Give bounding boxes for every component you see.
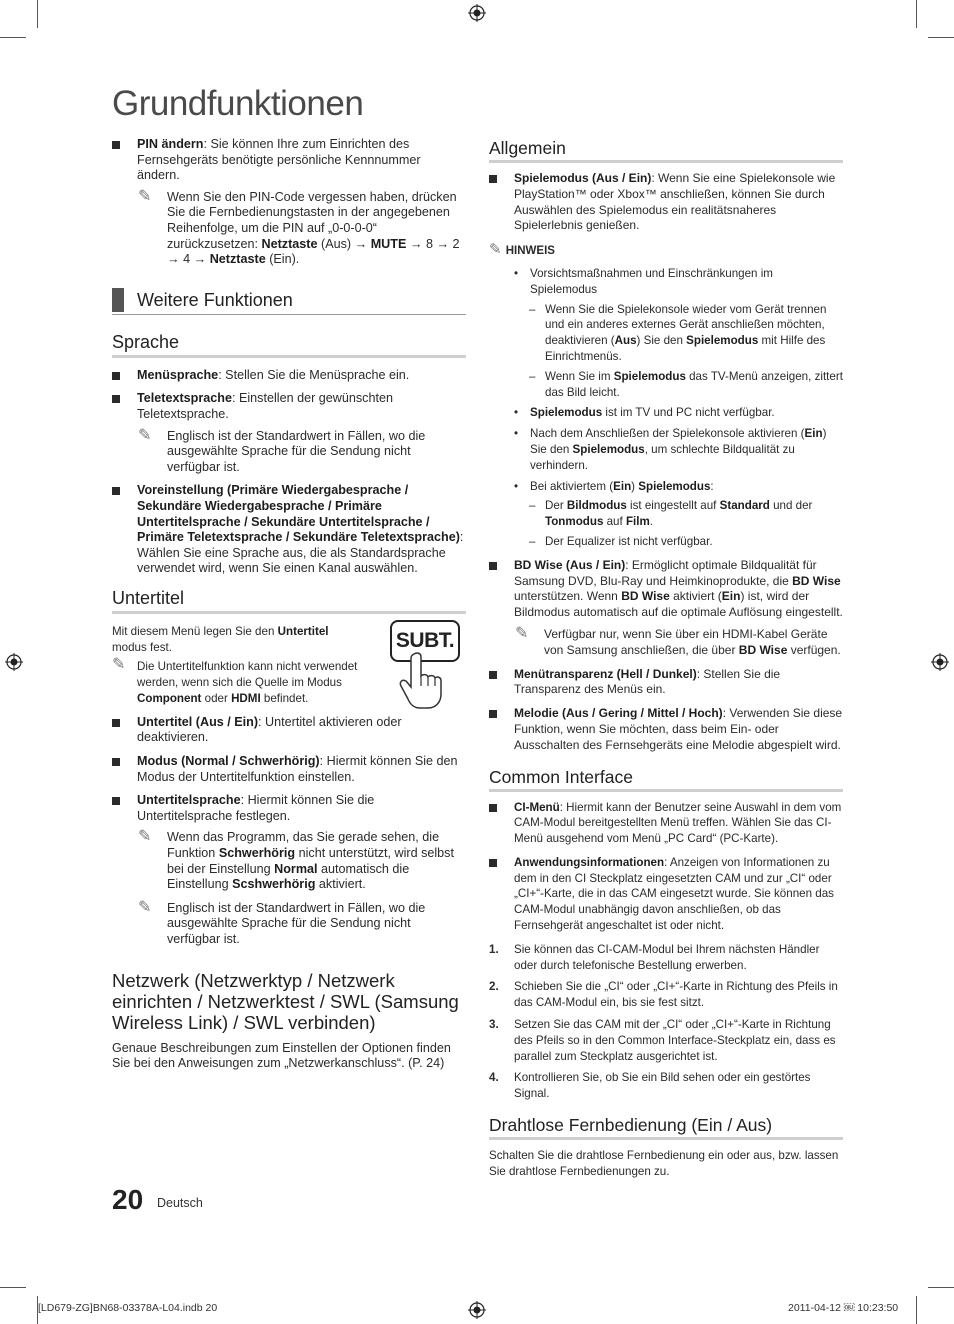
crop-mark bbox=[37, 0, 38, 28]
square-bullet-icon bbox=[489, 671, 497, 679]
hinweis-bullet: • Vorsichtsmaßnahmen und Einschränkungen im Spielemodus bbox=[514, 266, 773, 296]
hinweis-bullet: • Spielemodus ist im TV und PC nicht verfügbar. bbox=[514, 406, 775, 420]
right-column bbox=[489, 137, 843, 1188]
note-pencil-icon: ✎ bbox=[489, 241, 506, 259]
registration-mark-icon bbox=[468, 4, 486, 22]
hinweis-label: ✎ HINWEIS bbox=[489, 241, 555, 259]
print-timestamp: 2011-04-12 ￼ 10:23:50 bbox=[788, 1302, 899, 1314]
crop-mark bbox=[916, 0, 917, 28]
list-item-untertitelsprache: Untertitelsprache: Hiermit können Sie die Untertitelsprache festlegen. bbox=[112, 793, 466, 824]
list-item-melodie: Melodie (Aus / Gering / Mittel / Hoch): Verwenden Sie diese Funktion, wenn Sie möchten, dass beim Ein- oder Ausschalten des Fernsehgeräts eine Melodie abgespielt wird. bbox=[489, 706, 843, 753]
square-bullet-icon bbox=[112, 141, 120, 149]
hinweis-bullet: • Bei aktiviertem (Ein) Spielemodus: bbox=[514, 479, 714, 493]
heading-allgemein: Allgemein bbox=[489, 137, 843, 163]
note-pencil-icon: ✎ bbox=[112, 656, 126, 674]
square-bullet-icon bbox=[112, 719, 120, 727]
drahtlos-text: Schalten Sie die drahtlose Fernbedienung ein oder aus, bzw. lassen Sie drahtlose Fernbedienungen zu. bbox=[489, 1149, 839, 1178]
list-item-menuesprache: Menüsprache: Stellen Sie die Menüsprache ein. bbox=[112, 368, 466, 384]
list-item-ci-menue: CI-Menü: Hiermit kann der Benutzer seine Auswahl in dem vom CAM-Modul bereitgestellten Menü treffen. Wählen Sie das CI-Menü ausgehend vom Menü „PC Card“ (PC-Karte). bbox=[489, 800, 843, 847]
heading-drahtlose-fernbedienung: Drahtlose Fernbedienung (Ein / Aus) bbox=[489, 1114, 843, 1140]
square-bullet-icon bbox=[489, 175, 497, 183]
list-item-modus: Modus (Normal / Schwerhörig): Hiermit können Sie den Modus der Untertitelfunktion einstellen. bbox=[112, 754, 466, 785]
page-title: Grundfunktionen bbox=[112, 84, 364, 123]
hinweis-dash-item: – Wenn Sie die Spielekonsole wieder vom Gerät trennen und ein anderes externes Gerät anschließen möchten, deaktivieren (Aus) Sie den Spielemodus mit Hilfe des Einrichtmenüs. bbox=[529, 302, 827, 363]
note-untertitel: ✎ Die Untertitelfunktion kann nicht verwendet werden, wenn sich die Quelle im Modus Component oder HDMI befindet. bbox=[112, 656, 358, 706]
list-item-teletextsprache: Teletextsprache: Einstellen der gewünschten Teletextsprache. bbox=[112, 391, 466, 422]
hinweis-dash-item: – Wenn Sie im Spielemodus das TV-Menü anzeigen, zittert das Bild leicht. bbox=[529, 369, 843, 399]
registration-mark-icon bbox=[5, 653, 23, 671]
netzwerk-text: Genaue Beschreibungen zum Einstellen der Optionen finden Sie bei den Anweisungen zum „Netzwerkanschluss“. (P. 24) bbox=[112, 1040, 451, 1071]
hinweis-dash-item: – Der Equalizer ist nicht verfügbar. bbox=[529, 534, 713, 548]
square-bullet-icon bbox=[112, 487, 120, 495]
note-schwerhoerig: ✎ Wenn das Programm, das Sie gerade sehen, die Funktion Schwerhörig nicht unterstützt, wird selbst bei der Einstellung Normal automatisch die Einstellung Scshwerhörig aktiviert. bbox=[138, 828, 454, 892]
registration-mark-icon bbox=[931, 653, 949, 671]
note-pin: ✎ Wenn Sie den PIN-Code vergessen haben, drücken Sie die Fernbedienungstasten in der angegebenen Reihenfolge, um die PIN auf „0-0-0-0“ zurückzusetzen: Netztaste (Aus) → MUTE → 8 → 2 → 4 → Netztaste (Ein). bbox=[138, 187, 460, 267]
hinweis-list bbox=[489, 266, 843, 550]
step-4: 4. Kontrollieren Sie, ob Sie ein Bild sehen oder ein gestörtes Signal. bbox=[489, 1071, 811, 1101]
section-heading-weitere-funktionen: Weitere Funktionen bbox=[112, 288, 466, 315]
registration-mark-icon bbox=[468, 1301, 486, 1319]
print-file-info: [LD679-ZG]BN68-03378A-L04.indb 20 bbox=[38, 1302, 218, 1314]
heading-untertitel: Untertitel bbox=[112, 587, 466, 614]
square-bullet-icon bbox=[489, 562, 497, 570]
note-pencil-icon: ✎ bbox=[138, 828, 152, 846]
hinweis-dash-item: – Der Bildmodus ist eingestellt auf Standard und der Tonmodus auf Film. bbox=[529, 499, 813, 529]
square-bullet-icon bbox=[489, 804, 497, 812]
note-englisch: ✎ Englisch ist der Standardwert in Fällen, wo die ausgewählte Sprache für die Sendung nicht verfügbar ist. bbox=[138, 898, 426, 946]
list-item-bdwise: BD Wise (Aus / Ein): Ermöglicht optimale Bildqualität für Samsung DVD, Blu-Ray und Heimkinoprodukte, die BD Wise unterstützen. Wenn BD Wise aktiviert (Ein) ist, wird der Bildmodus automatisch auf die optimale Auflösung eingestellt. bbox=[489, 558, 843, 621]
heading-sprache: Sprache bbox=[112, 331, 466, 358]
square-bullet-icon bbox=[112, 797, 120, 805]
crop-mark bbox=[928, 1287, 954, 1288]
square-bullet-icon bbox=[112, 395, 120, 403]
list-item-voreinstellung: Voreinstellung (Primäre Wiedergabesprache / Sekundäre Wiedergabesprache / Primäre Untertitelsprache / Sekundäre Untertitelsprache / Primäre Teletextsprache / Sekundäre Teletextsprache): Wählen Sie eine Sprache aus, die als Standardsprache verwendet wird, wenn Sie einen Kanal auswählen. bbox=[112, 483, 466, 577]
crop-mark bbox=[0, 1287, 26, 1288]
list-item-pin: PIN ändern: Sie können Ihre zum Einrichten des Fernsehgeräts benötigte persönliche Kennnummer ändern. bbox=[112, 137, 466, 184]
list-item-menuetransparenz: Menütransparenz (Hell / Dunkel): Stellen Sie die Transparenz des Menüs ein. bbox=[489, 667, 843, 699]
note-pencil-icon: ✎ bbox=[138, 187, 152, 205]
square-bullet-icon bbox=[112, 372, 120, 380]
note-pencil-icon: ✎ bbox=[138, 426, 152, 444]
list-item-untertitel-aus-ein: Untertitel (Aus / Ein): Untertitel aktivieren oder deaktivieren. bbox=[112, 715, 466, 746]
section-bar bbox=[112, 288, 124, 312]
hinweis-bullet: • Nach dem Anschließen der Spielekonsole aktivieren (Ein) Sie den Spielemodus, um schlechte Bildqualität zu verhindern. bbox=[514, 427, 827, 472]
page-number: 20 bbox=[112, 1184, 144, 1215]
left-column bbox=[112, 137, 466, 1080]
note-teletext: ✎ Englisch ist der Standardwert in Fällen, wo die ausgewählte Sprache für die Sendung nicht verfügbar ist. bbox=[138, 426, 426, 474]
heading-netzwerk: Netzwerk (Netzwerktyp / Netzwerk einrichten / Netzwerktest / SWL (Samsung Wireless Link) / SWL verbinden) bbox=[112, 969, 459, 1033]
crop-mark bbox=[916, 1296, 917, 1324]
note-bdwise: ✎ Verfügbar nur, wenn Sie über ein HDMI-Kabel Geräte von Samsung anschließen, die über BD Wise verfügen. bbox=[515, 624, 841, 657]
crop-mark bbox=[0, 37, 26, 38]
page-language: Deutsch bbox=[157, 1196, 203, 1210]
untertitel-intro: Mit diesem Menü legen Sie den Untertitel modus fest. ✎ Die Untertitelfunktion kann nicht verwendet werden, wenn sich die Quelle im Modus Component oder HDMI befindet. bbox=[112, 624, 362, 707]
square-bullet-icon bbox=[489, 710, 497, 718]
note-pencil-icon: ✎ bbox=[138, 898, 152, 916]
step-1: 1. Sie können das CI-CAM-Modul bei Ihrem nächsten Händler oder durch telefonische Bestellung erwerben. bbox=[489, 942, 820, 972]
note-pencil-icon: ✎ bbox=[515, 624, 529, 642]
list-item-spielemodus: Spielemodus (Aus / Ein): Wenn Sie eine Spielekonsole wie PlayStation™ oder Xbox™ anschließen, können Sie durch Auswählen des Spielemodus ein realitätsnaheres Spielerlebnis genießen. bbox=[489, 171, 843, 234]
square-bullet-icon bbox=[489, 859, 497, 867]
list-item-anwendungsinformationen: Anwendungsinformationen: Anzeigen von Informationen zu dem in den CI Steckplatz eingesetzten CAM und zur „CI“ oder „CI+“-Karte, die in das CAM eingesetzt wurde. Sie können das CAM-Modul unabhängig davon anschließen, ob das Fernsehgerät angeschaltet ist oder nicht. bbox=[489, 855, 843, 934]
heading-common-interface: Common Interface bbox=[489, 766, 843, 792]
subt-button: SUBT. bbox=[390, 620, 460, 662]
step-2: 2. Schieben Sie die „CI“ oder „CI+“-Karte in Richtung des Pfeils in das CAM-Modul ein, bis sie fest sitzt. bbox=[489, 980, 838, 1010]
square-bullet-icon bbox=[112, 758, 120, 766]
pointing-hand-icon bbox=[396, 652, 450, 710]
step-3: 3. Setzen Sie das CAM mit der „CI“ oder „CI+“-Karte in Richtung des Pfeils so in den Common Interface-Steckplatz ein, dass es parallel zum Steckplatz ausgerichtet ist. bbox=[489, 1018, 836, 1063]
crop-mark bbox=[928, 37, 954, 38]
